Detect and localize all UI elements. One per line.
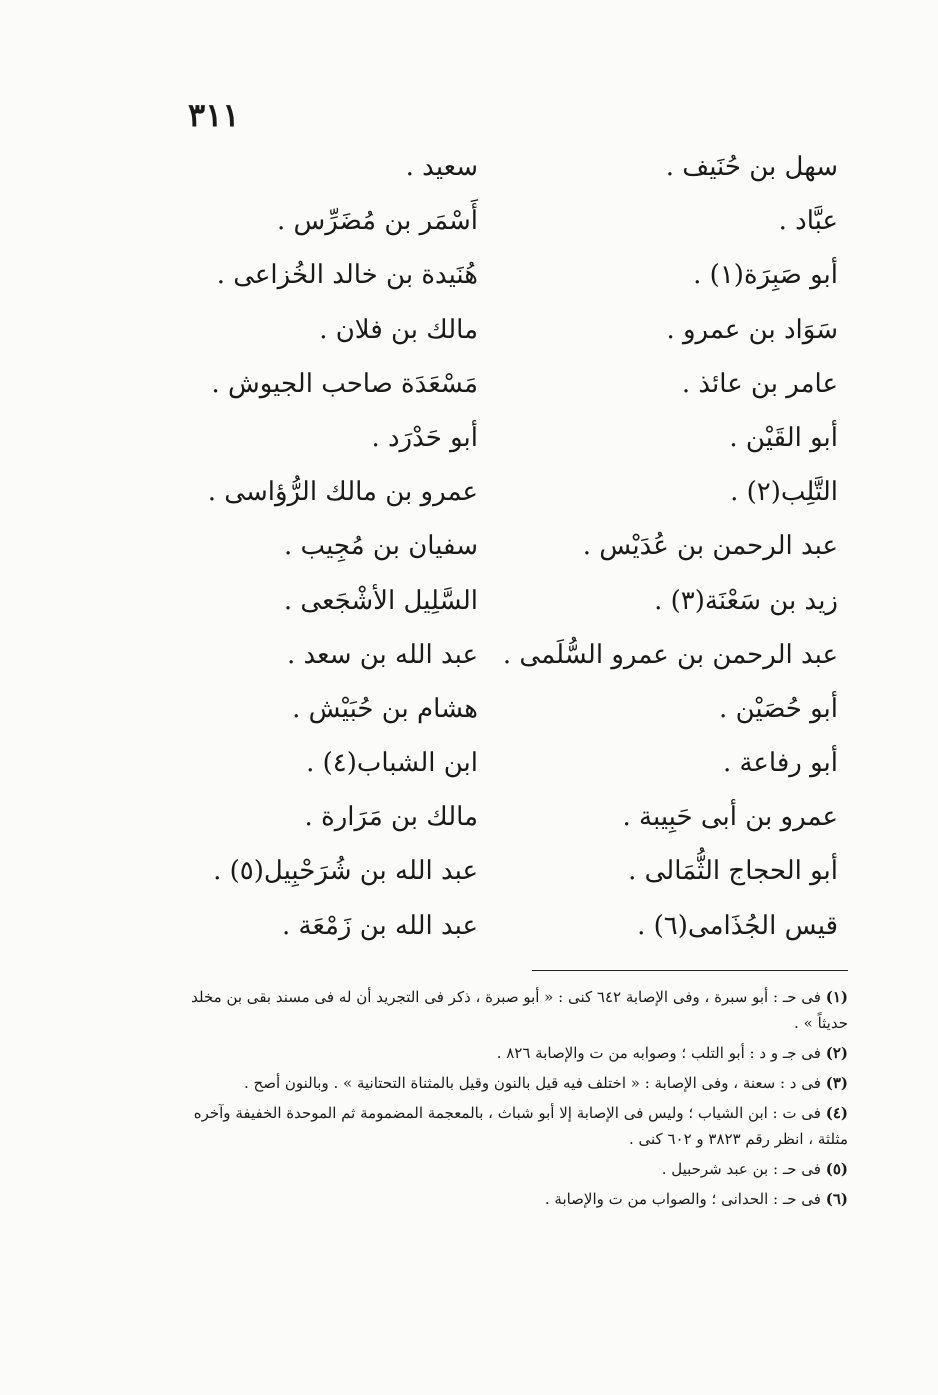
- name-right: أبو القَيْن .: [729, 422, 838, 453]
- name-left: عبد الله بن سعد .: [286, 639, 478, 670]
- list-item: [0, 901, 938, 955]
- footnote-text: فى حـ : بن عبد شرحبيل .: [661, 1160, 821, 1178]
- name-right: أبو رفاعة .: [722, 748, 838, 779]
- name-left: هُنَيدة بن خالد الخُزاعى .: [216, 260, 478, 291]
- footnote: [160, 984, 848, 1036]
- name-left: هشام بن حُبَيْش .: [292, 693, 478, 724]
- list-item: [0, 521, 938, 575]
- name-left: عبد الله بن شُرَحْبِيل(٥) .: [213, 856, 478, 887]
- name-right: عبَّاد .: [778, 206, 838, 237]
- name-left: عبد الله بن زَمْعَة .: [281, 910, 478, 941]
- footnote-text: فى جـ و د : أبو التلب ؛ وصوابه من ت والإصابة ٨٢٦ .: [496, 1044, 821, 1062]
- name-right: أبو صَبِرَة(١) .: [693, 260, 838, 291]
- name-right: أبو الحجاج الثُّمَالى .: [628, 856, 838, 887]
- name-left: مَسْعَدَة صاحب الجيوش .: [211, 368, 478, 399]
- name-right: سهل بن حُنَيف .: [665, 152, 838, 182]
- list-item: [0, 792, 938, 846]
- name-right: قيس الجُذَامى(٦) .: [637, 910, 838, 941]
- footnote-text: فى حـ : أبو سبرة ، وفى الإصابة ٦٤٢ كنى : « أبو صبرة ، ذكر فى التجريد أن له فى مسند بقى بن مخلد حديثاً » .: [191, 988, 848, 1032]
- footnote: [160, 1186, 848, 1212]
- list-item: [0, 576, 938, 630]
- footnote-number: (٦): [825, 1190, 848, 1208]
- list-item: [0, 305, 938, 359]
- name-right: أبو حُصَيْن .: [719, 693, 838, 724]
- list-item: [0, 738, 938, 792]
- footnote-divider: [532, 970, 848, 971]
- list-item: [0, 684, 938, 738]
- list-item: [0, 196, 938, 250]
- name-right: سَوَاد بن عمرو .: [666, 314, 838, 345]
- name-left: أبو حَدْرَد .: [371, 422, 478, 453]
- footnote: [160, 1156, 848, 1182]
- name-left: السَّلِيل الأشْجَعى .: [283, 585, 478, 616]
- list-item: [0, 467, 938, 521]
- footnotes: [160, 984, 848, 1216]
- name-left: ابن الشباب(٤) .: [306, 748, 478, 779]
- name-left: سفيان بن مُجِيب .: [284, 531, 478, 562]
- names-list: [0, 142, 938, 955]
- footnote-text: فى ت : ابن الشياب ؛ وليس فى الإصابة إلا أبو شباث ، بالمعجمة المضمومة ثم الموحدة الخفيفة وآخره مثلثة ، انظر رقم ٣٨٢٣ و ٦٠٢ كنى .: [193, 1104, 848, 1148]
- list-item: [0, 630, 938, 684]
- name-right: عبد الرحمن بن عمرو السُّلَمى .: [502, 639, 838, 670]
- name-left: سعيد .: [405, 152, 478, 182]
- list-item: [0, 250, 938, 304]
- page-number: ٣١١: [188, 96, 240, 134]
- footnote-text: فى حـ : الحدانى ؛ والصواب من ت والإصابة .: [544, 1190, 821, 1208]
- footnote-number: (١): [825, 988, 848, 1006]
- name-left: مالك بن مَرَارة .: [304, 802, 478, 833]
- name-left: عمرو بن مالك الرُّؤاسى .: [207, 477, 478, 508]
- list-item: [0, 142, 938, 196]
- footnote-number: (٣): [825, 1074, 848, 1092]
- name-right: عبد الرحمن بن عُدَيْس .: [582, 531, 838, 562]
- list-item: [0, 846, 938, 900]
- footnote: [160, 1070, 848, 1096]
- name-right: عمرو بن أبى حَبِيبة .: [622, 802, 838, 833]
- footnote-text: فى د : سعنة ، وفى الإصابة : « اختلف فيه قيل بالنون وقيل بالمثناة التحتانية » . وبالنون أصح .: [243, 1074, 821, 1092]
- footnote: [160, 1040, 848, 1066]
- name-left: أَسْمَر بن مُضَرِّس .: [276, 206, 478, 237]
- name-right: عامر بن عائذ .: [681, 368, 838, 399]
- footnote: [160, 1100, 848, 1152]
- footnote-number: (٥): [825, 1160, 848, 1178]
- name-left: مالك بن فلان .: [319, 314, 478, 345]
- name-right: زيد بن سَعْنَة(٣) .: [654, 585, 838, 616]
- footnote-number: (٤): [825, 1104, 848, 1122]
- list-item: [0, 413, 938, 467]
- name-right: التَّلِب(٢) .: [730, 477, 838, 508]
- footnote-number: (٢): [825, 1044, 848, 1062]
- list-item: [0, 359, 938, 413]
